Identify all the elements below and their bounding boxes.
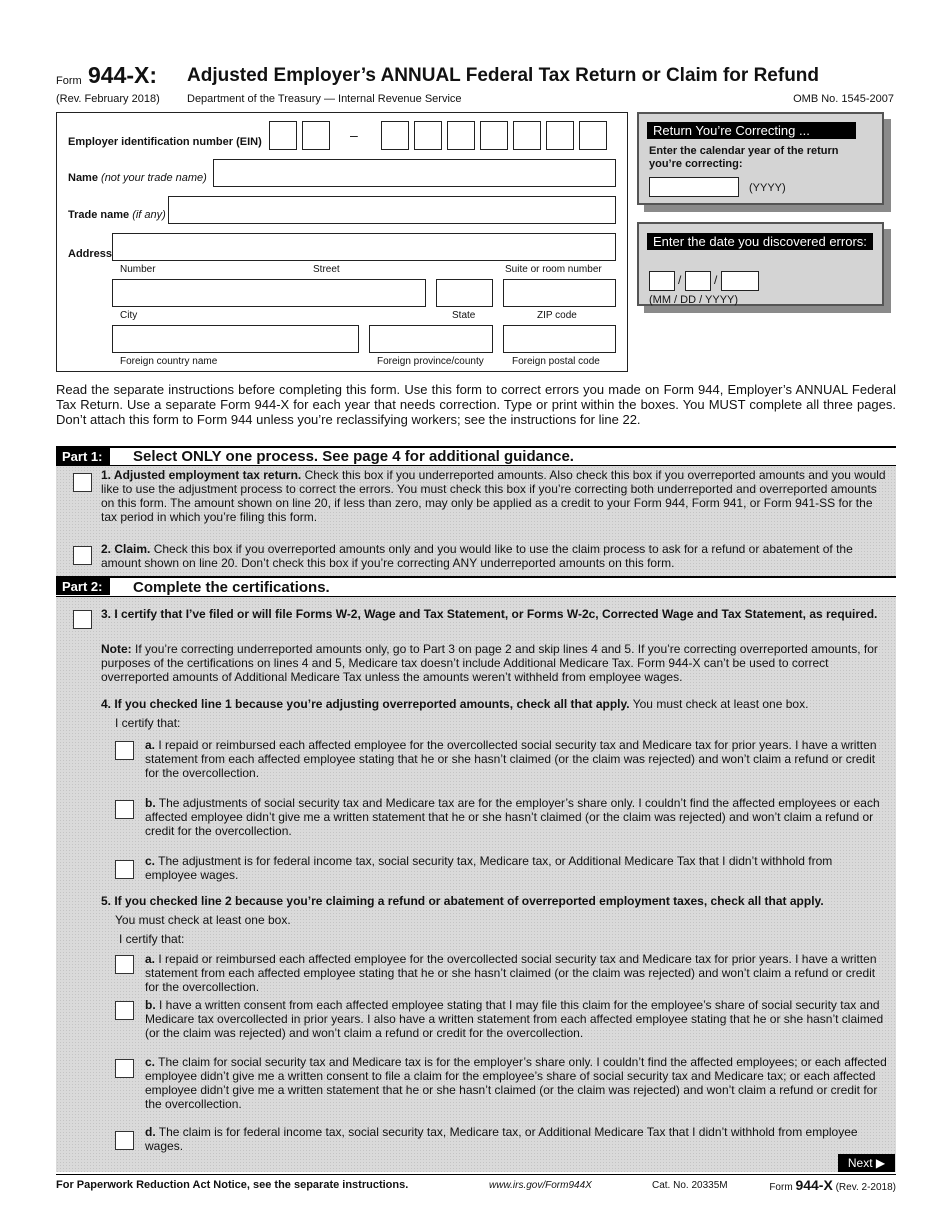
address-label: Address xyxy=(68,248,113,260)
ein-digit-4[interactable] xyxy=(414,121,442,150)
revision-date: (Rev. February 2018) xyxy=(56,93,160,105)
line5c-text: c. The claim for social security tax and Medicare tax is for the employer’s share only. I couldn’t find the affected employees; or each affected employee didn’t give me a written consent to file a claim for the employee’s share of social security tax and Medicare tax; or each affected employee didn’t give me a written statement that he or she hasn’t claimed (or the claim was rejected) and won’t claim a refund or credit for the overcollection. xyxy=(145,1055,887,1111)
foreign-postal-label: Foreign postal code xyxy=(512,356,600,367)
line1-checkbox[interactable] xyxy=(73,473,92,492)
date-slash-1: / xyxy=(678,273,682,287)
trade-name-field[interactable] xyxy=(168,196,616,224)
part2-tag: Part 2: xyxy=(56,578,110,595)
part2-header-rule xyxy=(56,576,896,597)
correcting-panel xyxy=(637,112,884,205)
line5-text: 5. If you checked line 2 because you’re claiming a refund or abatement of overreported employment taxes, check all that apply. xyxy=(101,894,824,908)
department: Department of the Treasury — Internal Revenue Service xyxy=(187,93,462,105)
correcting-year-prompt: Enter the calendar year of the return you’re correcting: xyxy=(649,145,839,170)
date-discovered-heading: Enter the date you discovered errors: xyxy=(647,233,873,250)
line2-text: 2. Claim. Check this box if you overreported amounts only and you would like to use the claim process to ask for a refund or abatement of the amount shown on line 20. Don’t check this box if you’re correcting ANY underreported amounts on this form. xyxy=(101,542,853,570)
ein-digit-8[interactable] xyxy=(546,121,574,150)
footer-form-id: Form 944-X (Rev. 2-2018) xyxy=(769,1177,896,1193)
part1-title: Select ONLY one process. See page 4 for additional guidance. xyxy=(133,448,574,465)
foreign-postal-field[interactable] xyxy=(503,325,616,353)
ein-digit-1[interactable] xyxy=(269,121,297,150)
discovered-month-field[interactable] xyxy=(649,271,675,291)
foreign-country-label: Foreign country name xyxy=(120,356,218,367)
trade-name-label: Trade name (if any) xyxy=(68,209,166,221)
line5b-text: b. I have a written consent from each affected employee stating that I may file this claim for the employee’s share of social security tax and Medicare tax overcollected in prior years. I also have a written statement from each affected employee stating that he or she hasn’t claimed (or the claim was rejected) and won’t claim a refund or credit for the overcollection. xyxy=(145,998,884,1040)
ein-digit-9[interactable] xyxy=(579,121,607,150)
year-format-hint: (YYYY) xyxy=(749,182,786,194)
part1-body xyxy=(56,466,896,576)
line5-certify: I certify that: xyxy=(119,932,185,946)
form-number: 944-X: xyxy=(88,62,158,88)
foreign-country-field[interactable] xyxy=(112,325,359,353)
ein-digit-5[interactable] xyxy=(447,121,475,150)
line4a-text: a. I repaid or reimbursed each affected employee for the overcollected social security tax and Medicare tax for prior years. I have a written statement from each affected employee stating that he or she hasn’t claimed (or the claim was rejected) and won’t claim a refund or credit for the overcollection. xyxy=(145,738,877,780)
catalog-number: Cat. No. 20335M xyxy=(652,1180,728,1191)
paperwork-notice: For Paperwork Reduction Act Notice, see the separate instructions. xyxy=(56,1179,409,1191)
ein-digit-2[interactable] xyxy=(302,121,330,150)
line5d-checkbox[interactable] xyxy=(115,1131,134,1150)
line4b-text: b. The adjustments of social security tax and Medicare tax are for the employer’s share only. I couldn’t find the affected employees or each affected employee didn’t give me a written statement that he or she hasn’t claimed (or the claim was rejected) and won’t claim a refund or credit for the overcollection. xyxy=(145,796,880,838)
line2-checkbox[interactable] xyxy=(73,546,92,565)
part2-body xyxy=(56,597,896,1172)
address-street-field[interactable] xyxy=(112,233,616,261)
line4-certify: I certify that: xyxy=(115,716,181,730)
form-header xyxy=(56,62,896,112)
date-format-hint: (MM / DD / YYYY) xyxy=(649,294,739,306)
line5d-text: d. The claim is for federal income tax, social security tax, Medicare tax, or Additional Medicare Tax that I didn’t withhold from employee wages. xyxy=(145,1125,858,1153)
line3-checkbox[interactable] xyxy=(73,610,92,629)
line4-text: 4. If you checked line 1 because you’re adjusting overreported amounts, check all that apply. You must check at least one box. xyxy=(101,697,809,711)
foreign-province-label: Foreign province/county xyxy=(377,356,484,367)
line5-must-check: You must check at least one box. xyxy=(115,913,291,927)
street-label: Street xyxy=(313,264,340,275)
line4a-checkbox[interactable] xyxy=(115,741,134,760)
part1-header-rule xyxy=(56,446,896,466)
ein-dash: – xyxy=(350,127,358,143)
irs-url[interactable]: www.irs.gov/Form944X xyxy=(489,1180,592,1191)
number-label: Number xyxy=(120,264,156,275)
ein-digit-3[interactable] xyxy=(381,121,409,150)
line5a-text: a. I repaid or reimbursed each affected employee for the overcollected social security tax and Medicare tax for prior years. I have a written statement from each affected employee stating that he or she hasn’t claimed (or the claim was rejected) and won’t claim a refund or credit for the overcollection. xyxy=(145,952,877,994)
line3-text: 3. I certify that I’ve filed or will file Forms W-2, Wage and Tax Statement, or Forms W-2c, Corrected Wage and Tax Statement, as required. xyxy=(101,607,878,621)
zip-field[interactable] xyxy=(503,279,616,307)
correcting-year-field[interactable] xyxy=(649,177,739,197)
form-word: Form xyxy=(56,75,82,87)
part2-title: Complete the certifications. xyxy=(133,579,330,596)
zip-label: ZIP code xyxy=(537,310,577,321)
correcting-panel-heading: Return You’re Correcting ... xyxy=(647,122,856,139)
line5c-checkbox[interactable] xyxy=(115,1059,134,1078)
part1-tag: Part 1: xyxy=(56,448,110,465)
line5a-checkbox[interactable] xyxy=(115,955,134,974)
discovered-day-field[interactable] xyxy=(685,271,711,291)
line4b-checkbox[interactable] xyxy=(115,800,134,819)
city-field[interactable] xyxy=(112,279,426,307)
line4c-checkbox[interactable] xyxy=(115,860,134,879)
ein-label: Employer identification number (EIN) xyxy=(68,136,262,148)
ein-digit-6[interactable] xyxy=(480,121,508,150)
foreign-province-field[interactable] xyxy=(369,325,493,353)
suite-label: Suite or room number xyxy=(505,264,602,275)
form-title: Adjusted Employer’s ANNUAL Federal Tax Return or Claim for Refund xyxy=(187,65,820,86)
omb-number: OMB No. 1545-2007 xyxy=(793,93,894,105)
line5b-checkbox[interactable] xyxy=(115,1001,134,1020)
state-label: State xyxy=(452,310,476,321)
name-label: Name (not your trade name) xyxy=(68,172,207,184)
city-label: City xyxy=(120,310,138,321)
state-field[interactable] xyxy=(436,279,493,307)
next-button[interactable] xyxy=(838,1154,895,1172)
line4c-text: c. The adjustment is for federal income tax, social security tax, Medicare tax, or Additional Medicare Tax that I didn’t withhold from employee wages. xyxy=(145,854,833,882)
name-field[interactable] xyxy=(213,159,616,187)
footer xyxy=(56,1174,896,1193)
arrow-right-icon: ▶ xyxy=(875,1156,886,1170)
intro-instructions: Read the separate instructions before completing this form. Use this form to correct errors you made on Form 944, Employer’s ANNUAL Federal Tax Return. Use a separate Form 944-X for each year that needs correction. Type or print within the boxes. You MUST complete all three pages. Don’t attach this form to Form 944 unless you’re reclassifying workers; see the instructions for line 22. xyxy=(56,382,896,427)
date-slash-2: / xyxy=(714,273,718,287)
entity-section xyxy=(56,112,628,372)
next-button-label: Next xyxy=(847,1156,873,1170)
date-discovered-panel xyxy=(637,222,884,306)
line1-text: 1. Adjusted employment tax return. Check this box if you underreported amounts. Also check this box if you overreported amounts and you would like to use the adjustment process to correct the errors. You must check this box if you’re correcting both underreported and overreported amounts on this form. The amount shown on line 20, if less than zero, may only be applied as a credit to your Form 944, Form 941, or Form 941-SS for the tax period in which you’re filing this form. xyxy=(101,468,886,524)
discovered-year-field[interactable] xyxy=(721,271,759,291)
ein-digit-7[interactable] xyxy=(513,121,541,150)
note-text: Note: If you’re correcting underreported amounts only, go to Part 3 on page 2 and skip lines 4 and 5. If you’re correcting overreported amounts, for purposes of the certifications on lines 4 and 5, Medicare tax doesn’t include Additional Medicare Tax. Form 944-X can’t be used to correct overreported amounts of Additional Medicare Tax unless the amounts weren’t withheld from employee wages. xyxy=(101,642,878,684)
